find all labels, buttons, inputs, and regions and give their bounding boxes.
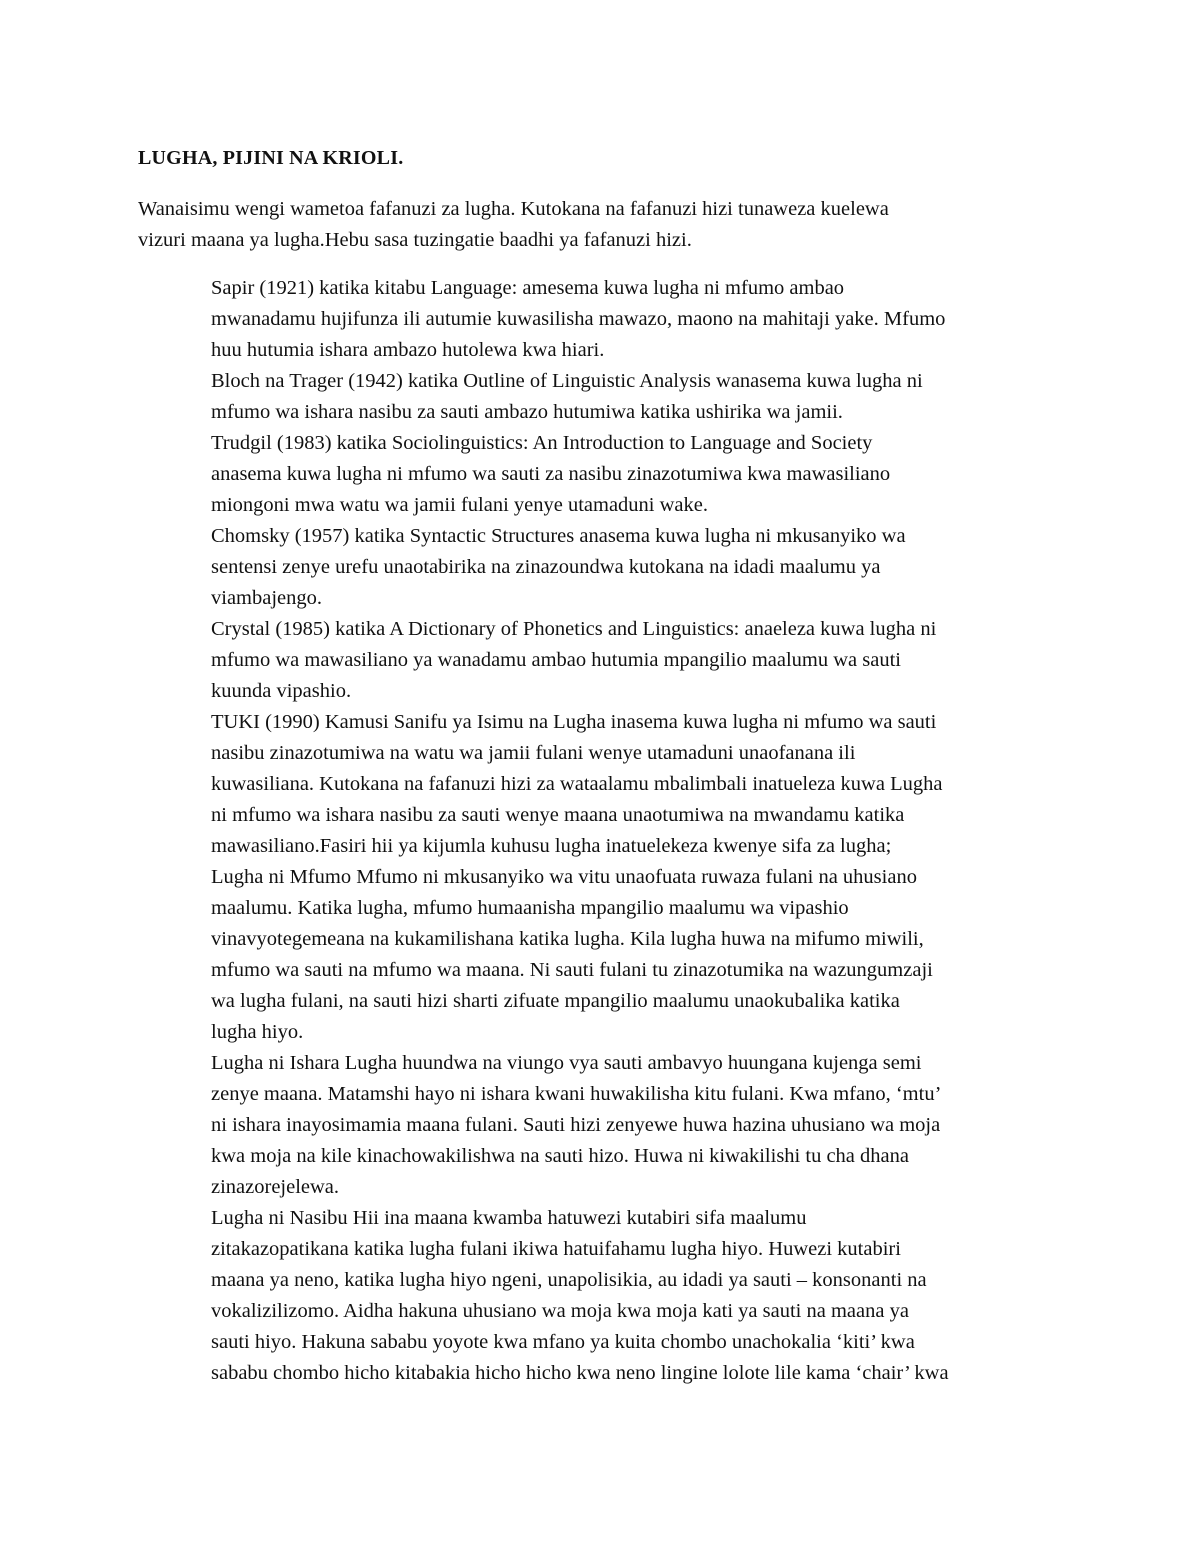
body-line: Lugha ni Nasibu Hii ina maana kwamba hatuwezi kutabiri sifa maalumu (211, 1207, 807, 1229)
body-line: Lugha ni Ishara Lugha huundwa na viungo vya sauti ambavyo huungana kujenga semi (211, 1052, 922, 1074)
body-line: miongoni mwa watu wa jamii fulani yenye utamaduni wake. (211, 494, 708, 516)
document-title: LUGHA, PIJINI NA KRIOLI. (138, 147, 404, 169)
body-line: anasema kuwa lugha ni mfumo wa sauti za nasibu zinazotumiwa kwa mawasiliano (211, 463, 891, 485)
intro-line: Wanaisimu wengi wametoa fafanuzi za lugha. Kutokana na fafanuzi hizi tunaweza kuelewa (138, 198, 889, 220)
intro-line: vizuri maana ya lugha.Hebu sasa tuzingatie baadhi ya fafanuzi hizi. (138, 229, 692, 251)
body-line: Sapir (1921) katika kitabu Language: amesema kuwa lugha ni mfumo ambao (211, 277, 845, 299)
body-line: Chomsky (1957) katika Syntactic Structures anasema kuwa lugha ni mkusanyiko wa (211, 525, 906, 547)
body-line: mawasiliano.Fasiri hii ya kijumla kuhusu lugha inatuelekeza kwenye sifa za lugha; (211, 835, 892, 857)
body-line: viambajengo. (211, 587, 323, 609)
body-line: Trudgil (1983) katika Sociolinguistics: An Introduction to Language and Society (211, 432, 873, 454)
body-line: TUKI (1990) Kamusi Sanifu ya Isimu na Lugha inasema kuwa lugha ni mfumo wa sauti (211, 711, 937, 733)
body-line: maalumu. Katika lugha, mfumo humaanisha mpangilio maalumu wa vipashio (211, 897, 849, 919)
body-line: kwa moja na kile kinachowakilishwa na sauti hizo. Huwa ni kiwakilishi tu cha dhana (211, 1145, 909, 1167)
body-line: mfumo wa mawasiliano ya wanadamu ambao hutumia mpangilio maalumu wa sauti (211, 649, 901, 671)
body-line: vinavyotegemeana na kukamilishana katika lugha. Kila lugha huwa na mifumo miwili, (211, 928, 924, 950)
body-line: huu hutumia ishara ambazo hutolewa kwa hiari. (211, 339, 605, 361)
body-line: ni ishara inayosimamia maana fulani. Sauti hizi zenyewe huwa hazina uhusiano wa moja (211, 1114, 941, 1136)
body-line: kuunda vipashio. (211, 680, 352, 702)
body-line: zenye maana. Matamshi hayo ni ishara kwani huwakilisha kitu fulani. Kwa mfano, ‘mtu’ (211, 1083, 942, 1105)
body-line: Lugha ni Mfumo Mfumo ni mkusanyiko wa vitu unaofuata ruwaza fulani na uhusiano (211, 866, 917, 888)
body-line: wa lugha fulani, na sauti hizi sharti zifuate mpangilio maalumu unaokubalika katika (211, 990, 900, 1012)
body-line: mfumo wa sauti na mfumo wa maana. Ni sauti fulani tu zinazotumika na wazungumzaji (211, 959, 933, 981)
body-line: mfumo wa ishara nasibu za sauti ambazo hutumiwa katika ushirika wa jamii. (211, 401, 843, 423)
body-line: zinazorejelewa. (211, 1176, 340, 1198)
body-line: mwanadamu hujifunza ili autumie kuwasilisha mawazo, maono na mahitaji yake. Mfumo (211, 308, 946, 330)
body-line: sababu chombo hicho kitabakia hicho hicho kwa neno lingine lolote lile kama ‘chair’ kwa (211, 1362, 949, 1384)
body-line: sauti hiyo. Hakuna sababu yoyote kwa mfano ya kuita chombo unachokalia ‘kiti’ kwa (211, 1331, 915, 1353)
body-line: maana ya neno, katika lugha hiyo ngeni, unapolisikia, au idadi ya sauti – konsonanti na (211, 1269, 927, 1291)
intro-paragraph (138, 194, 1078, 256)
body-line: Bloch na Trager (1942) katika Outline of Linguistic Analysis wanasema kuwa lugha ni (211, 370, 923, 392)
body-line: ni mfumo wa ishara nasibu za sauti wenye maana unaotumiwa na mwandamu katika (211, 804, 905, 826)
body-line: lugha hiyo. (211, 1021, 304, 1043)
body-line: vokalizilizomo. Aidha hakuna uhusiano wa moja kwa moja kati ya sauti na maana ya (211, 1300, 909, 1322)
body-line: Crystal (1985) katika A Dictionary of Phonetics and Linguistics: anaeleza kuwa lugha ni (211, 618, 937, 640)
body-line: zitakazopatikana katika lugha fulani ikiwa hatuifahamu lugha hiyo. Huwezi kutabiri (211, 1238, 901, 1260)
definitions-body (211, 273, 1091, 1389)
body-line: sentensi zenye urefu unaotabirika na zinazoundwa kutokana na idadi maalumu ya (211, 556, 881, 578)
body-line: kuwasiliana. Kutokana na fafanuzi hizi za wataalamu mbalimbali inatueleza kuwa Lugha (211, 773, 943, 795)
body-line: nasibu zinazotumiwa na watu wa jamii fulani wenye utamaduni unaofanana ili (211, 742, 856, 764)
